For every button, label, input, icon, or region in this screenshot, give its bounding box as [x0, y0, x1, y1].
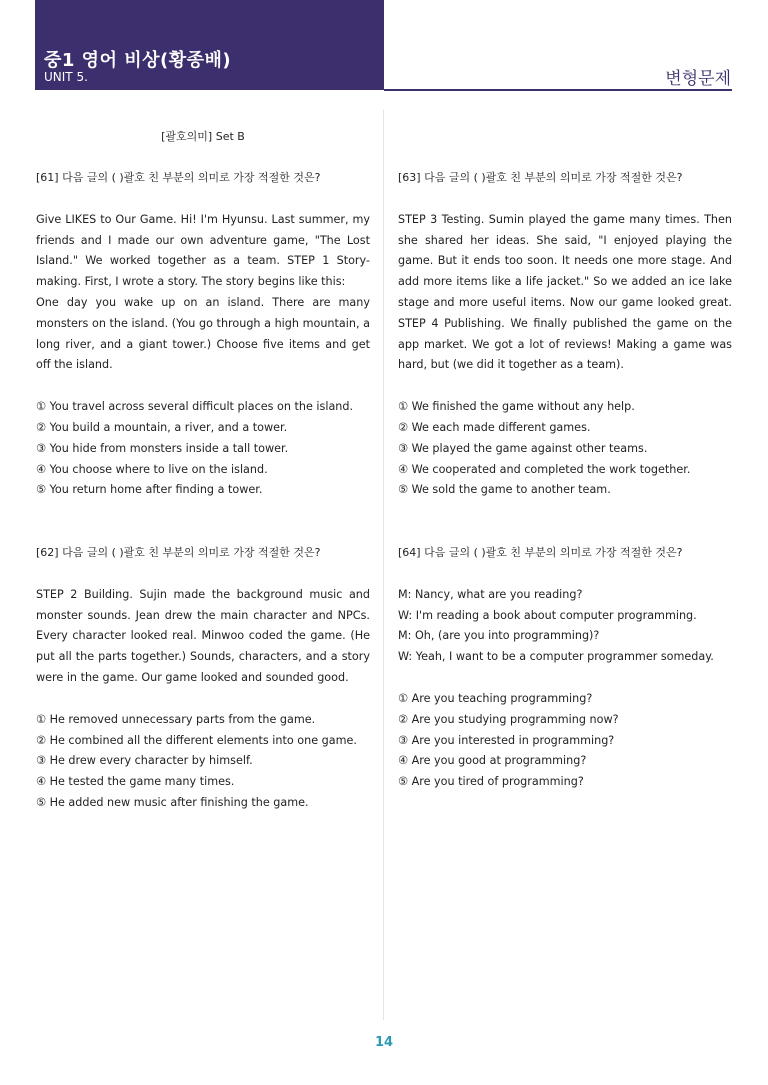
question-61 [36, 168, 370, 501]
option-item: ③ We played the game against other teams. [398, 441, 648, 455]
question-64 [398, 543, 732, 793]
question-61-passage [36, 210, 370, 376]
header-rule [384, 89, 732, 91]
passage-paragraph: Give LIKES to Our Game. Hi! I'm Hyunsu. Last summer, my friends and I made our own adventure game, "The Lost Island." We worked together as a team. STEP 1 Story-making. First, I wrote a story. The story begins like this: [36, 212, 370, 289]
question-63 [398, 168, 732, 501]
header-label: 변형문제 [665, 69, 731, 89]
option-item: ⑤ We sold the game to another team. [398, 483, 611, 497]
passage-paragraph: One day you wake up on an island. There are many monsters on the island. (You go through a high mountain, a long river, and a giant tower.) Choose five items and get off the island. [36, 295, 370, 372]
question-63-options [398, 397, 732, 501]
option-item: ② You build a mountain, a river, and a tower. [36, 420, 288, 434]
option-item: ③ You hide from monsters inside a tall tower. [36, 441, 289, 455]
option-item: ④ He tested the game many times. [36, 775, 235, 789]
question-62 [36, 543, 370, 814]
option-item: ① He removed unnecessary parts from the game. [36, 712, 316, 726]
page-number: 14 [374, 1035, 394, 1050]
question-64-options [398, 689, 732, 793]
option-item: ① You travel across several difficult places on the island. [36, 400, 354, 414]
question-62-number: [62] 다음 글의 ( )괄호 친 부분의 의미로 가장 적절한 것은? [36, 546, 321, 559]
dialogue-line: M: Nancy, what are you reading? [398, 587, 583, 601]
dialogue-line: W: I'm reading a book about computer programming. [398, 608, 697, 622]
question-63-number: [63] 다음 글의 ( )괄호 친 부분의 의미로 가장 적절한 것은? [398, 171, 683, 184]
column-divider [383, 110, 384, 1020]
option-item: ② We each made different games. [398, 420, 591, 434]
question-63-passage [398, 210, 732, 376]
passage-paragraph: STEP 3 Testing. Sumin played the game many times. Then she shared her ideas. She said, "I enjoyed playing the game. But it ends too soon. It needs one more stage. And add more items like a life jacket." So we added an ice lake stage and more useful items. Now our game looked great. STEP 4 Publishing. We finally published the game on the app market. We got a lot of reviews! Making a game was hard, but (we did it together as a team). [398, 212, 732, 372]
header-unit: UNIT 5. [44, 70, 88, 84]
option-item: ② Are you studying programming now? [398, 712, 619, 726]
option-item: ② He combined all the different elements into one game. [36, 733, 357, 747]
question-61-number: [61] 다음 글의 ( )괄호 친 부분의 의미로 가장 적절한 것은? [36, 171, 321, 184]
question-64-number: [64] 다음 글의 ( )괄호 친 부분의 의미로 가장 적절한 것은? [398, 546, 683, 559]
dialogue-line: M: Oh, (are you into programming)? [398, 629, 600, 643]
question-62-passage [36, 585, 370, 689]
question-64-dialogue [398, 585, 732, 668]
question-62-options [36, 710, 370, 814]
passage-paragraph: STEP 2 Building. Sujin made the background music and monster sounds. Jean drew the main character and NPCs. Every character looked real. Minwoo coded the game. (He put all the parts together.) Sounds, characters, and a story were in the game. Our game looked and sounded good. [36, 587, 370, 684]
option-item: ④ Are you good at programming? [398, 754, 587, 768]
option-item: ⑤ Are you tired of programming? [398, 775, 584, 789]
option-item: ④ You choose where to live on the island. [36, 462, 268, 476]
option-item: ③ He drew every character by himself. [36, 754, 253, 768]
option-item: ① Are you teaching programming? [398, 691, 593, 705]
set-label: [괄호의미] Set B [161, 130, 245, 143]
option-item: ① We finished the game without any help. [398, 400, 635, 414]
header-title: 중1 영어 비상(황종배) [44, 50, 232, 71]
option-item: ⑤ You return home after finding a tower. [36, 483, 263, 497]
dialogue-line: W: Yeah, I want to be a computer programmer someday. [398, 650, 714, 664]
option-item: ④ We cooperated and completed the work together. [398, 462, 691, 476]
question-61-options [36, 397, 370, 501]
option-item: ③ Are you interested in programming? [398, 733, 615, 747]
option-item: ⑤ He added new music after finishing the game. [36, 795, 309, 809]
